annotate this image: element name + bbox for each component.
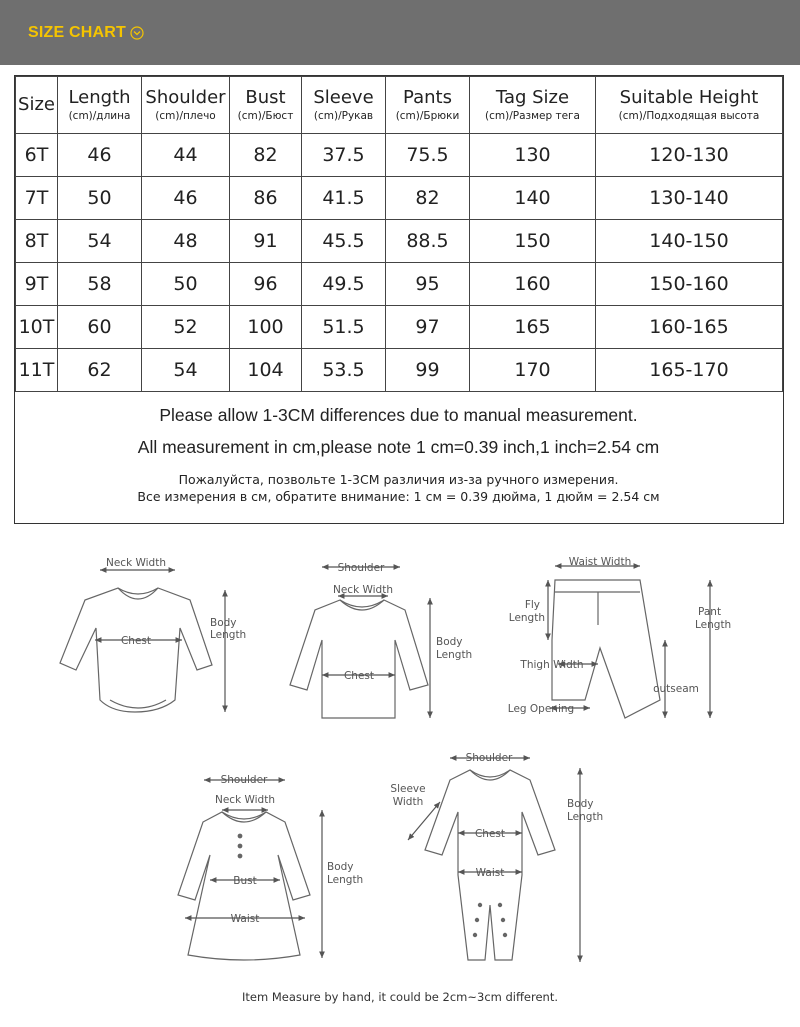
- note-ru-line1: Пожалуйста, позвольте 1-3CM различия из-за ручного измерения.: [178, 472, 619, 487]
- table-cell: 88.5: [386, 220, 470, 263]
- measurement-notes: [15, 387, 782, 505]
- page-title: SIZE CHART: [28, 24, 126, 41]
- table-cell: 99: [386, 349, 470, 392]
- dress-bust-label: Bust: [233, 875, 257, 887]
- column-header-pants: Pants (cm)/Брюки: [386, 77, 470, 134]
- pants-thigh-width-label: Thigh Width: [520, 659, 584, 671]
- note-en-line1: Please allow 1-3CM differences due to manual measurement.: [159, 405, 638, 425]
- table-cell: 44: [142, 134, 230, 177]
- table-cell: 62: [58, 349, 142, 392]
- pants-waist-width-label: Waist Width: [568, 556, 632, 568]
- shirt-chest-label: Chest: [343, 670, 375, 682]
- table-cell: 160-165: [596, 306, 783, 349]
- table-cell: 58: [58, 263, 142, 306]
- bodysuit-neck-width-label: Neck Width: [105, 557, 167, 569]
- table-cell: 45.5: [302, 220, 386, 263]
- table-cell: 97: [386, 306, 470, 349]
- pants-pant-length-label-2: Length: [695, 619, 732, 631]
- table-header-row: [16, 77, 783, 134]
- bodysuit-body-length-label-1: Body: [210, 617, 237, 629]
- table-cell: 130-140: [596, 177, 783, 220]
- table-cell: 91: [230, 220, 302, 263]
- table-cell: 50: [142, 263, 230, 306]
- table-cell: 82: [230, 134, 302, 177]
- table-cell: 50: [58, 177, 142, 220]
- table-cell: 140: [470, 177, 596, 220]
- table-cell: 140-150: [596, 220, 783, 263]
- pants-fly-length-label-1: Fly: [524, 599, 540, 611]
- romper-shoulder-label: Shoulder: [465, 752, 513, 764]
- dress-waist-label: Waist: [230, 913, 260, 925]
- table-cell: 7T: [16, 177, 58, 220]
- table-cell: 9T: [16, 263, 58, 306]
- column-header-length: Length (cm)/длина: [58, 77, 142, 134]
- table-cell: 75.5: [386, 134, 470, 177]
- shirt-body-length-label-1: Body: [436, 636, 463, 648]
- dress-body-length-label-2: Length: [327, 874, 364, 886]
- pants-pant-length-label-1: Pant: [698, 606, 722, 618]
- chevron-down-circle-icon: [130, 26, 144, 40]
- table-cell: 53.5: [302, 349, 386, 392]
- pants-leg-opening-label: Leg Opening: [507, 703, 575, 715]
- table-cell: 41.5: [302, 177, 386, 220]
- column-header-sleeve: Sleeve (cm)/Рукав: [302, 77, 386, 134]
- romper-chest-label: Chest: [474, 828, 506, 840]
- table-cell: 52: [142, 306, 230, 349]
- table-cell: 48: [142, 220, 230, 263]
- table-cell: 11T: [16, 349, 58, 392]
- table-cell: 120-130: [596, 134, 783, 177]
- table-cell: 165: [470, 306, 596, 349]
- table-row: [16, 134, 783, 177]
- table-cell: 130: [470, 134, 596, 177]
- table-cell: 49.5: [302, 263, 386, 306]
- romper-sleeve-width-label-1: Sleeve: [390, 783, 426, 795]
- romper-body-length-label-2: Length: [567, 811, 604, 823]
- table-row: [16, 306, 783, 349]
- size-table: [15, 76, 783, 392]
- table-cell: 54: [142, 349, 230, 392]
- shirt-shoulder-label: Shoulder: [337, 562, 385, 574]
- note-en-line2: All measurement in cm,please note 1 cm=0.39 inch,1 inch=2.54 cm: [137, 437, 660, 457]
- column-header-suitable-height: Suitable Height (cm)/Подходящая высота: [596, 77, 783, 134]
- size-chart-box: [14, 75, 784, 524]
- table-cell: 10T: [16, 306, 58, 349]
- romper-body-length-label-1: Body: [567, 798, 594, 810]
- table-cell: 54: [58, 220, 142, 263]
- column-header-bust: Bust (cm)/Бюст: [230, 77, 302, 134]
- table-cell: 150: [470, 220, 596, 263]
- table-row: [16, 220, 783, 263]
- dress-body-length-label-1: Body: [327, 861, 354, 873]
- pants-fly-length-label-2: Length: [508, 612, 545, 624]
- table-cell: 150-160: [596, 263, 783, 306]
- note-ru-line2: Все измерения в см, обратите внимание: 1 см = 0.39 дюйма, 1 дюйм = 2.54 см: [137, 489, 660, 504]
- table-cell: 86: [230, 177, 302, 220]
- table-row: [16, 177, 783, 220]
- dress-shoulder-label: Shoulder: [220, 774, 268, 786]
- table-cell: 51.5: [302, 306, 386, 349]
- table-cell: 6T: [16, 134, 58, 177]
- column-header-tag-size: Tag Size (cm)/Размер тега: [470, 77, 596, 134]
- column-header-size: Size: [16, 77, 58, 134]
- table-cell: 165-170: [596, 349, 783, 392]
- table-cell: 82: [386, 177, 470, 220]
- column-header-shoulder: Shoulder (cm)/плечо: [142, 77, 230, 134]
- table-row: [16, 263, 783, 306]
- dress-diagram: [178, 780, 322, 960]
- table-cell: 160: [470, 263, 596, 306]
- bodysuit-body-length-label-2: Length: [210, 629, 247, 641]
- table-cell: 46: [58, 134, 142, 177]
- header-bar: [0, 0, 800, 65]
- shirt-body-length-label-2: Length: [436, 649, 473, 661]
- romper-sleeve-width-label-2: Width: [392, 796, 424, 808]
- table-cell: 60: [58, 306, 142, 349]
- bodysuit-chest-label: Chest: [120, 635, 152, 647]
- romper-waist-label: Waist: [475, 867, 505, 879]
- table-cell: 100: [230, 306, 302, 349]
- table-cell: 95: [386, 263, 470, 306]
- footnote: Item Measure by hand, it could be 2cm~3cm different.: [241, 990, 559, 1004]
- table-cell: 96: [230, 263, 302, 306]
- dress-neck-width-label: Neck Width: [214, 794, 276, 806]
- table-cell: 46: [142, 177, 230, 220]
- shirt-neck-width-label: Neck Width: [332, 584, 394, 596]
- measurement-diagrams: [0, 540, 800, 1027]
- pants-outseam-label: outseam: [653, 683, 699, 695]
- table-row: [16, 349, 783, 392]
- romper-diagram: [408, 758, 580, 962]
- table-cell: 170: [470, 349, 596, 392]
- pants-diagram: [548, 566, 710, 718]
- table-cell: 37.5: [302, 134, 386, 177]
- table-cell: 104: [230, 349, 302, 392]
- table-cell: 8T: [16, 220, 58, 263]
